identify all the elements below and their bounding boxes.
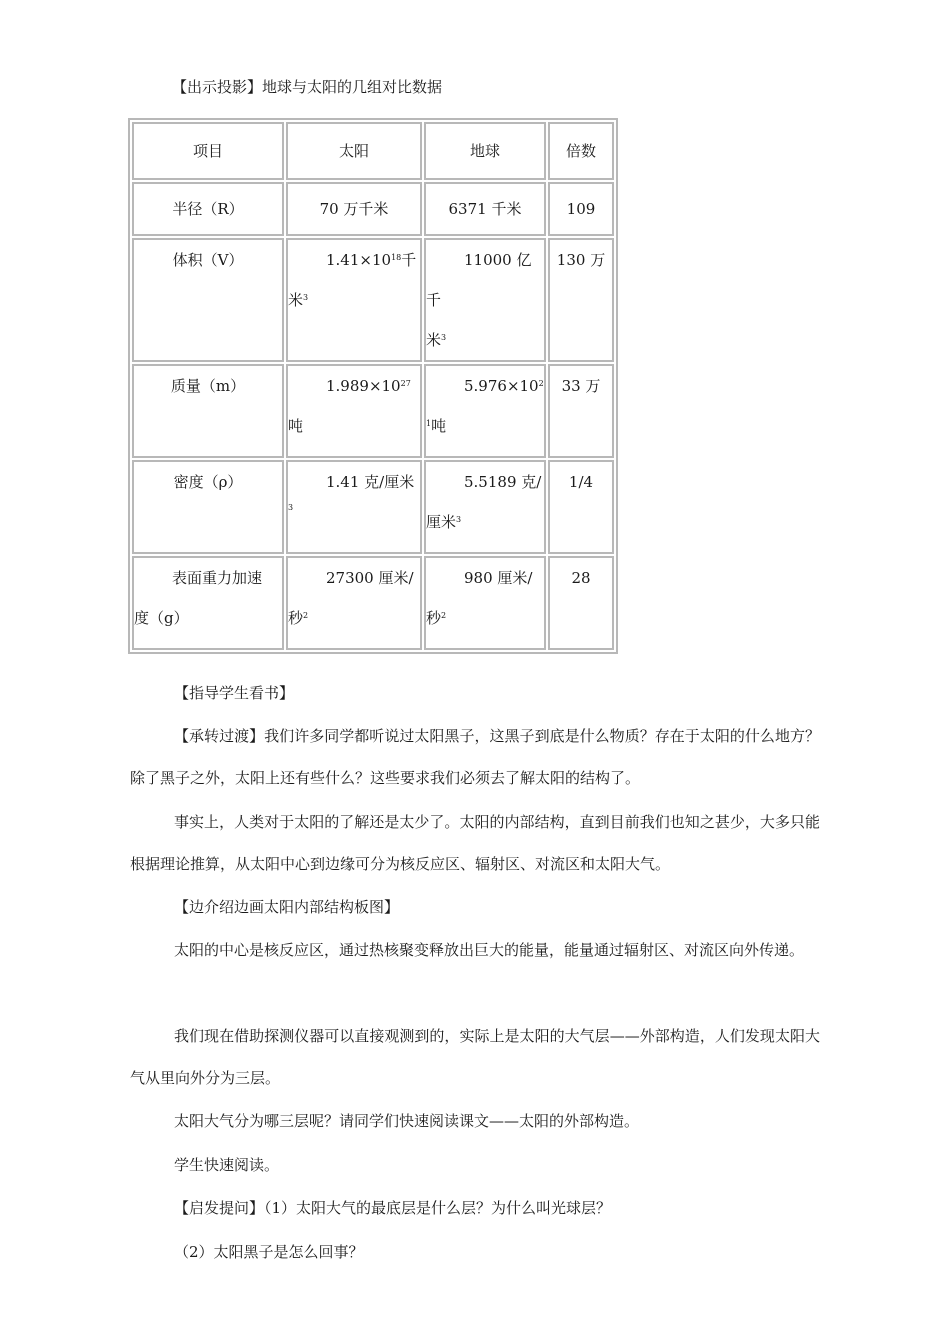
unit: 秒 (426, 609, 442, 627)
cell-ratio: 1/4 (548, 460, 614, 554)
exponent: 27 (400, 379, 411, 388)
transition-paragraph: 【承转过渡】我们许多同学都听说过太阳黑子，这黑子到底是什么物质？存在于太阳的什么地方？除了黑子之外，太阳上还有些什么？这些要求我们必须去了解太阳的结构了。 (130, 727, 820, 787)
drawing-note: 【边介绍边画太阳内部结构板图】 (174, 898, 400, 916)
cell-item: 质量（m） (132, 364, 284, 458)
unit: 千 (401, 251, 417, 269)
unit: 吨 (431, 417, 447, 435)
unit: 吨 (288, 417, 304, 435)
exponent: 1 (426, 419, 432, 428)
exponent: 3 (303, 293, 309, 302)
value: 1.41 克/厘米 (326, 473, 415, 491)
observe-paragraph: 我们现在借助探测仪器可以直接观测到的，实际上是太阳的大气层——外部构造，人们发现太阳大气从里向外分为三层。 (130, 1027, 820, 1087)
item-label: 度（g） (134, 609, 189, 627)
value: 980 厘米/ (464, 569, 533, 587)
cell-sun (286, 460, 422, 554)
table-row (132, 238, 614, 362)
prompt-question-1: 【启发提问】（1）太阳大气的最底层是什么层？为什么叫光球层？ (174, 1199, 612, 1217)
unit: 秒 (288, 609, 304, 627)
exponent: 2 (303, 611, 309, 620)
prompt-question-2: （2）太阳黑子是怎么回事？ (174, 1243, 364, 1261)
cell-earth (424, 238, 546, 362)
table-row (132, 556, 614, 650)
exponent: 2 (441, 611, 447, 620)
value: 5.5189 克/ (464, 473, 542, 491)
table-row (132, 182, 614, 236)
header-sun: 太阳 (286, 122, 422, 180)
cell-sun (286, 238, 422, 362)
cell-sun (286, 364, 422, 458)
table-row (132, 364, 614, 458)
guide-note: 【指导学生看书】 (174, 684, 295, 702)
value: 27300 厘米/ (326, 569, 414, 587)
reading-note: 学生快速阅读。 (174, 1156, 280, 1174)
value: 1.989×10 (326, 377, 401, 395)
exponent: 3 (456, 515, 462, 524)
unit: 米 (288, 291, 304, 309)
cell-sun (286, 556, 422, 650)
cell-ratio: 109 (548, 182, 614, 236)
value: 1.41×10 (326, 251, 392, 269)
cell-item (132, 556, 284, 650)
cell-item: 体积（V） (132, 238, 284, 362)
cell-earth: 6371 千米 (424, 182, 546, 236)
unit: 米 (426, 331, 442, 349)
value: 5.976×10 (464, 377, 539, 395)
header-item: 项目 (132, 122, 284, 180)
value: 11000 亿千 (426, 251, 532, 309)
exponent: 18 (391, 253, 402, 262)
unit: 厘米 (426, 513, 457, 531)
fact-paragraph: 事实上，人类对于太阳的了解还是太少了。太阳的内部结构，直到目前我们也知之甚少，大多只能根据理论推算，从太阳中心到边缘可分为核反应区、辐射区、对流区和太阳大气。 (130, 813, 820, 873)
question-paragraph: 太阳大气分为哪三层呢？请同学们快速阅读课文——太阳的外部构造。 (174, 1112, 640, 1130)
table-heading: 【出示投影】地球与太阳的几组对比数据 (172, 78, 443, 96)
table-header-row (132, 122, 614, 180)
item-label: 表面重力加速 (172, 569, 263, 587)
table-row (132, 460, 614, 554)
cell-ratio: 130 万 (548, 238, 614, 362)
cell-earth (424, 556, 546, 650)
exponent: 3 (288, 503, 294, 512)
core-paragraph: 太阳的中心是核反应区，通过热核聚变释放出巨大的能量，能量通过辐射区、对流区向外传递。 (174, 941, 805, 959)
cell-earth (424, 364, 546, 458)
cell-earth (424, 460, 546, 554)
header-ratio: 倍数 (548, 122, 614, 180)
sun-earth-comparison-table (128, 118, 618, 654)
exponent: 3 (441, 333, 447, 342)
cell-ratio: 28 (548, 556, 614, 650)
cell-item: 半径（R） (132, 182, 284, 236)
cell-ratio: 33 万 (548, 364, 614, 458)
cell-item: 密度（ρ） (132, 460, 284, 554)
cell-sun: 70 万千米 (286, 182, 422, 236)
header-earth: 地球 (424, 122, 546, 180)
exponent: 2 (538, 379, 544, 388)
